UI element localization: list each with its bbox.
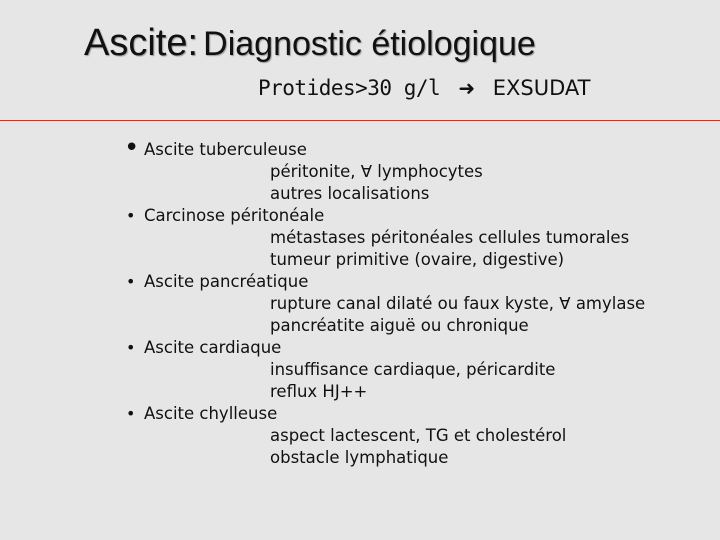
slide-title [84, 22, 536, 65]
list-item-detail: obstacle lymphatique [270, 448, 449, 467]
list-item-detail: rupture canal dilaté ou faux kyste, ∀ amylase [270, 294, 646, 313]
list-item-detail: péritonite, ∀ lymphocytes [270, 162, 483, 181]
list-item-heading: Ascite tuberculeuse [144, 140, 307, 159]
bullet-icon: • [126, 206, 136, 225]
list-item-heading: Carcinose péritonéale [144, 206, 325, 225]
subtitle [258, 76, 590, 100]
subtitle-left: Protides>30 g/l [258, 76, 441, 100]
title-part1: Ascite: [84, 22, 199, 64]
subtitle-right: EXSUDAT [492, 76, 591, 100]
bullet-icon: • [124, 133, 140, 163]
list-item-detail: aspect lactescent, TG et cholestérol [270, 426, 567, 445]
list-item-heading: Ascite pancréatique [144, 272, 309, 291]
list-item-detail: pancréatite aiguë ou chronique [270, 316, 529, 335]
list-item-heading: Ascite chylleuse [144, 404, 278, 423]
arrow-right-icon: ➜ [458, 76, 475, 100]
list-item-detail: autres localisations [270, 184, 430, 203]
list-item-detail: reflux HJ++ [270, 382, 368, 401]
list-item-detail: insuffisance cardiaque, péricardite [270, 360, 556, 379]
list-item-heading: Ascite cardiaque [144, 338, 282, 357]
bullet-icon: • [126, 272, 136, 291]
title-part2: Diagnostic étiologique [203, 25, 536, 63]
list-item-detail: métastases péritonéales cellules tumorales [270, 228, 630, 247]
title-divider [0, 120, 720, 121]
bullet-icon: • [126, 338, 136, 357]
list-item-detail: tumeur primitive (ovaire, digestive) [270, 250, 565, 269]
bullet-icon: • [126, 404, 136, 423]
